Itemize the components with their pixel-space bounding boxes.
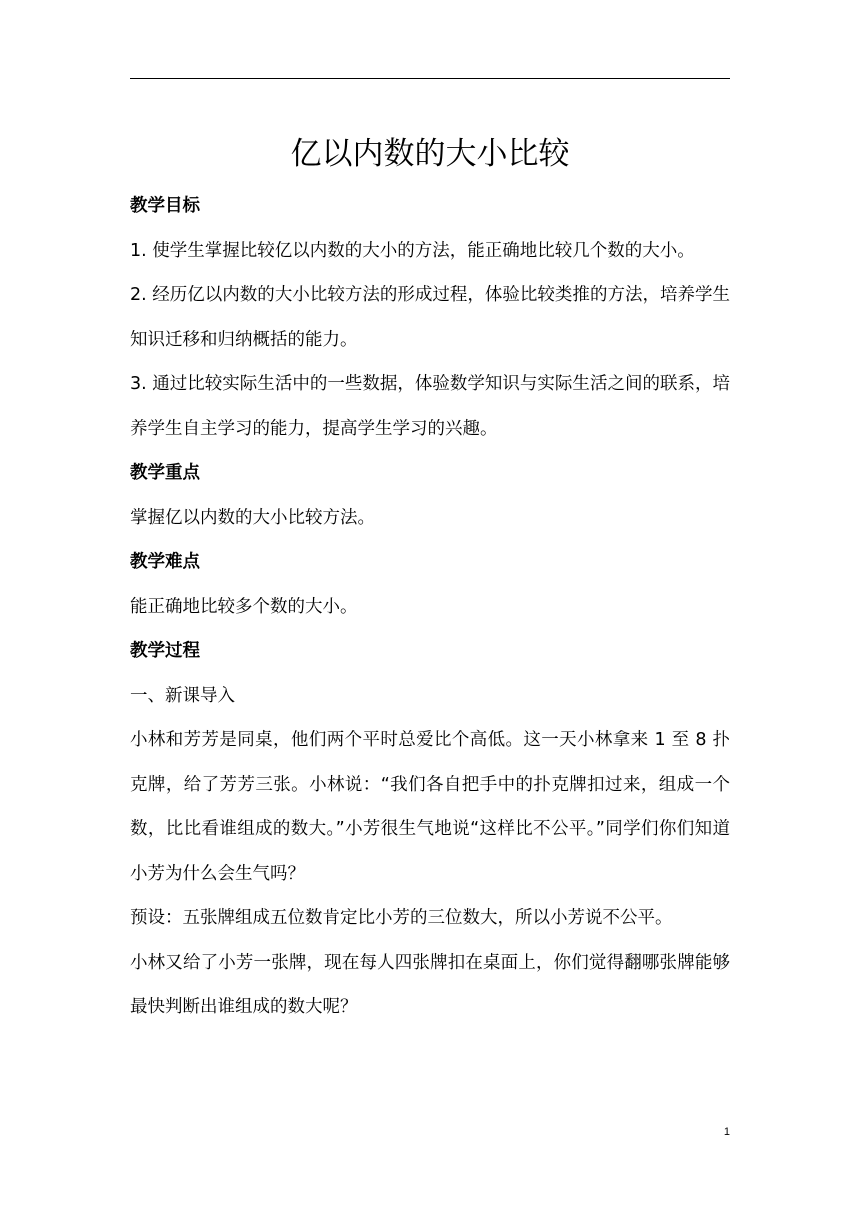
page-number: 1 [723, 1126, 730, 1138]
difficulty-heading: 教学难点 [130, 552, 200, 572]
preset-paragraph: 预设：五张牌组成五位数肯定比小芳的三位数大，所以小芳说不公平。 [130, 908, 673, 928]
intro-paragraph: 小林和芳芳是同桌，他们两个平时总爱比个高低。这一天小林拿来 1 至 8 扑克牌，给了芳芳三张。小林说：“我们各自把手中的扑克牌扣过来，组成一个数，比比看谁组成的数大。”小芳很生气地说“这样比不公平。”同学们你们知道小芳为什么会生气吗？ [130, 730, 730, 884]
objectives-heading: 教学目标 [130, 196, 200, 216]
intro-heading: 一、新课导入 [130, 685, 235, 706]
key-point-heading: 教学重点 [130, 463, 200, 483]
process-heading: 教学过程 [130, 641, 200, 661]
key-point-text: 掌握亿以内数的大小比较方法。 [130, 507, 375, 528]
document-title: 亿以内数的大小比较 [290, 136, 570, 172]
difficulty-text: 能正确地比较多个数的大小。 [130, 596, 358, 617]
followup-paragraph: 小林又给了小芳一张牌，现在每人四张牌扣在桌面上，你们觉得翻哪张牌能够最快判断出谁组成的数大呢？ [130, 952, 730, 1017]
objective-1: 1. 使学生掌握比较亿以内数的大小的方法，能正确地比较几个数的大小。 [130, 240, 695, 261]
document-body [130, 184, 730, 1030]
objective-2: 2. 经历亿以内数的大小比较方法的形成过程，体验比较类推的方法，培养学生知识迁移和归纳概括的能力。 [130, 285, 730, 350]
header-rule [130, 78, 730, 79]
objective-3: 3. 通过比较实际生活中的一些数据，体验数学知识与实际生活之间的联系，培养学生自主学习的能力，提高学生学习的兴趣。 [130, 374, 730, 439]
